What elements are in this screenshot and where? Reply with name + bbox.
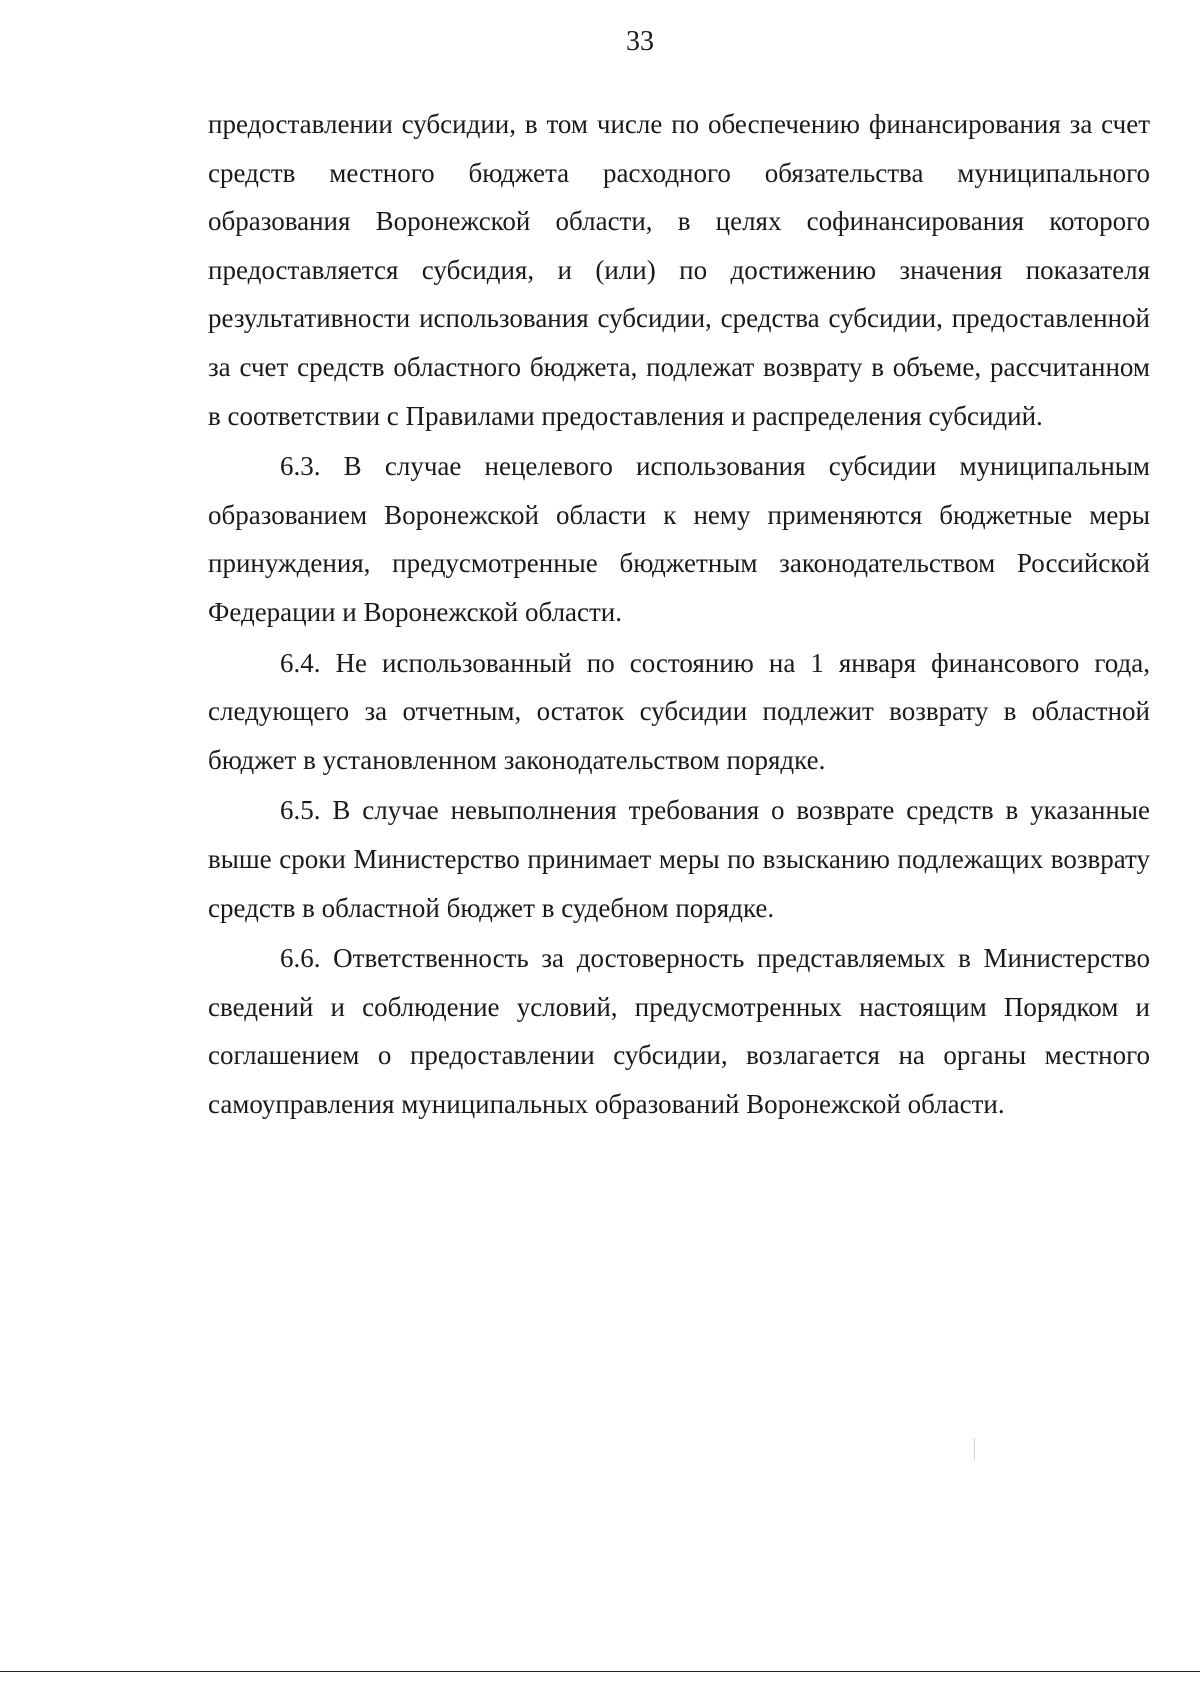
paragraph-6-3: 6.3. В случае нецелевого использования субсидии муниципальным образованием Воронежской области к нему применяются бюджетные меры принуждения, предусмотренные бюджетным законодательством Российской Федерации и Воронежской области. xyxy=(208,451,1150,627)
paragraph-6-4: 6.4. Не использованный по состоянию на 1 января финансового года, следующего за отчетным, остаток субсидии подлежит возврату в областной бюджет в установленном законодательством порядке. xyxy=(208,647,1150,775)
scan-bottom-edge-line xyxy=(0,1671,1200,1672)
paragraph-6-6: 6.6. Ответственность за достоверность представляемых в Министерство сведений и соблюдение условий, предусмотренных настоящим Порядком и соглашением о предоставлении субсидии, возлагается на органы местного самоуправления муниципальных образований Воронежской области. xyxy=(208,943,1150,1119)
page-number: 33 xyxy=(626,26,654,57)
scan-artifact xyxy=(974,1438,975,1460)
paragraph-6-5: 6.5. В случае невыполнения требования о возврате средств в указанные выше сроки Министерство принимает меры по взысканию подлежащих возврату средств в областной бюджет в судебном порядке. xyxy=(208,795,1150,923)
paragraph-continuation: предоставлении субсидии, в том числе по обеспечению финансирования за счет средств местного бюджета расходного обязательства муниципального образования Воронежской области, в целях софинансирования которого предоставляется субсидия, и (или) по достижению значения показателя результативности использования субсидии, средства субсидии, предоставленной за счет средств областного бюджета, подлежат возврату в объеме, рассчитанном в соответствии с Правилами предоставления и распределения субсидий. xyxy=(208,109,1150,431)
document-body xyxy=(208,100,1150,1130)
